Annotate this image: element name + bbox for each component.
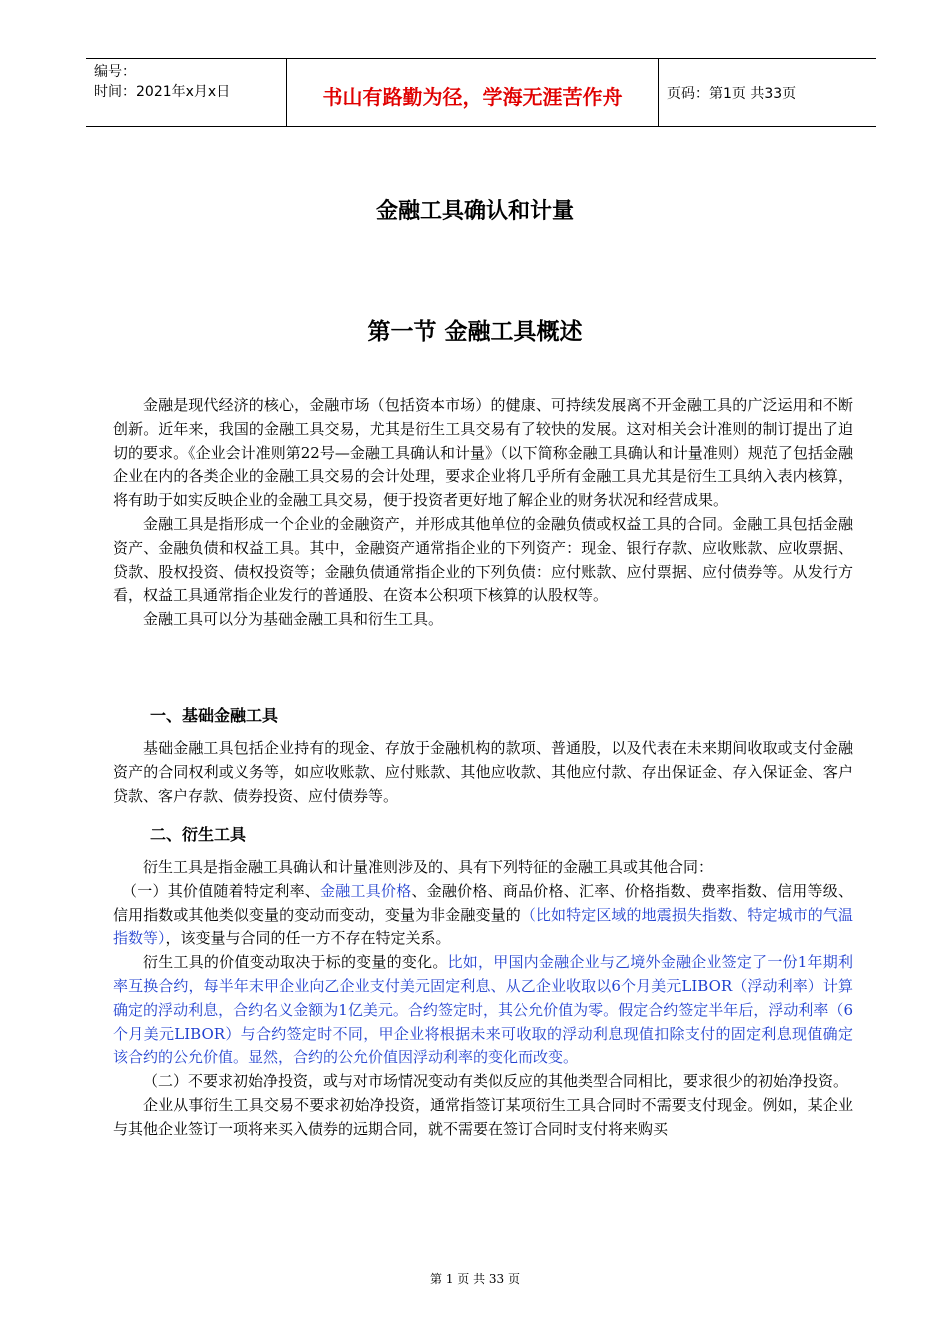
highlight-text: （比如特定区域的地震损失指数、特定城市的气温指数等）	[113, 905, 853, 948]
date-label: 时间：2021年x月x日	[94, 84, 231, 100]
paragraph: 企业从事衍生工具交易不要求初始净投资，通常指签订某项衍生工具合同时不需要支付现金。例如，某企业与其他企业签订一项将来买入债券的远期合同，就不需要在签订合同时支付将来购买	[113, 1095, 853, 1138]
highlight-text: 比如，甲国内金融企业与乙境外金融企业签定了一份1年期利率互换合约，每半年末甲企业向乙企业支付美元固定利息、从乙企业收取以6个月美元LIBOR（浮动利率）计算确定的浮动利息，合约名义金额为1亿美元。合约签定时，其公允价值为零。假定合约签定半年后，浮动利率（6个月美元LIBOR）与合约签定时不同，甲企业将根据未来可收取的浮动利息现值扣除支付的固定利息现值确定该合约的公允价值。显然，合约的公允价值因浮动利率的变化而改变。	[113, 953, 853, 1067]
page-info: 页码：第1页 共33页	[667, 86, 797, 102]
paragraph: （二）不要求初始净投资，或与对市场情况变动有类似反应的其他类型合同相比，要求很少的初始净投资。	[143, 1072, 849, 1091]
paragraph: 衍生工具是指金融工具确认和计量准则涉及的、具有下列特征的金融工具或其他合同：	[143, 858, 714, 876]
header-info-cell	[86, 59, 287, 126]
text-run: 、金融价格、商品价格、汇率、价格指数、费率指数、信用等级、信用指数或其他类似变量的变动而变动，变量为非金融变量的	[113, 881, 853, 924]
text-run: 衍生工具的价值变动取决于标的变量的变化。	[143, 953, 448, 972]
body-block-2	[113, 737, 853, 808]
body-block-1	[113, 394, 853, 632]
number-label: 编号：	[94, 64, 136, 80]
text-run: （一）其价值随着特定利率、	[122, 881, 321, 900]
subheading-basic-instruments: 一、基础金融工具	[150, 706, 279, 725]
page-footer: 第 1 页 共 33 页	[430, 1272, 520, 1286]
paragraph	[113, 951, 853, 1070]
section-title: 第一节 金融工具概述	[367, 319, 583, 345]
paragraph: 金融工具是指形成一个企业的金融资产，并形成其他单位的金融负债或权益工具的合同。金融工具包括金融资产、金融负债和权益工具。其中，金融资产通常指企业的下列资产：现金、银行存款、应收账款、应收票据、贷款、股权投资、债权投资等；金融负债通常指企业的下列负债：应付账款、应付票据、应付债券等。从发行方看，权益工具通常指企业发行的普通股、在资本公积项下核算的认股权等。	[113, 514, 853, 605]
highlight-text: 金融工具价格	[320, 881, 412, 900]
header-page-cell	[659, 59, 876, 126]
document-title: 金融工具确认和计量	[375, 199, 574, 224]
header-motto-cell	[287, 59, 659, 126]
body-block-3	[113, 856, 853, 1142]
paragraph	[113, 880, 853, 951]
header-table	[86, 58, 876, 127]
paragraph: 基础金融工具包括企业持有的现金、存放于金融机构的款项、普通股，以及代表在未来期间收取或支付金融资产的合同权利或义务等，如应收账款、应付账款、其他应收款、其他应付款、存出保证金、存入保证金、客户贷款、客户存款、债券投资、应付债券等。	[113, 739, 853, 805]
paragraph: 金融是现代经济的核心，金融市场（包括资本市场）的健康、可持续发展离不开金融工具的广泛运用和不断创新。近年来，我国的金融工具交易，尤其是衍生工具交易有了较快的发展。这对相关会计准则的制订提出了迫切的要求。《企业会计准则第22号—金融工具确认和计量》（以下简称金融工具确认和计量准则）规范了包括金融企业在内的各类企业的金融工具交易的会计处理，要求企业将几乎所有金融工具尤其是衍生工具纳入表内核算，将有助于如实反映企业的金融工具交易，便于投资者更好地了解企业的财务状况和经营成果。	[113, 396, 853, 510]
motto: 书山有路勤为径，学海无涯苦作舟	[322, 85, 623, 109]
paragraph: 金融工具可以分为基础金融工具和衍生工具。	[143, 610, 444, 629]
text-run: ，该变量与合同的任一方不存在特定关系。	[165, 929, 451, 948]
subheading-derivatives: 二、衍生工具	[150, 825, 247, 844]
